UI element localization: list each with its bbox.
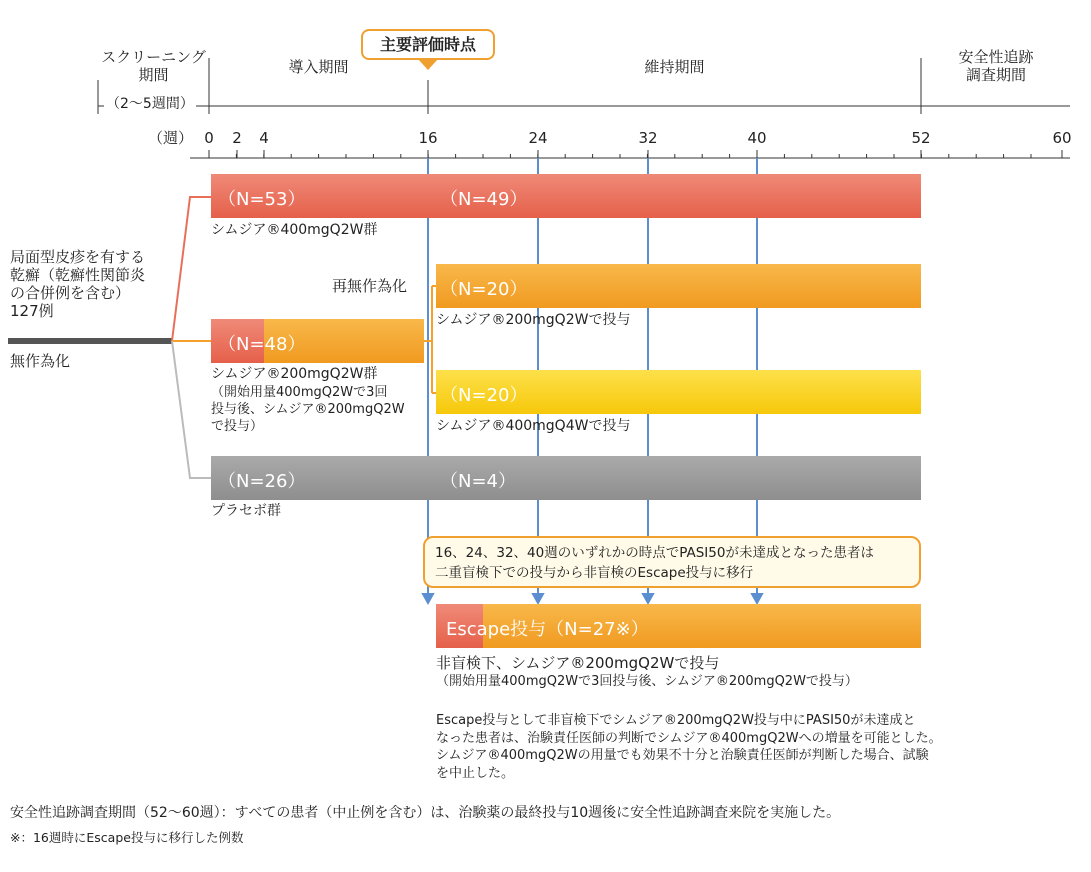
minor-ticks: [209, 154, 1031, 158]
tick-label: 60: [1052, 129, 1072, 147]
branch-line-placebo: [172, 341, 211, 478]
arm-400q2w-label: シムジア®400mgQ2W群: [211, 222, 378, 238]
rerandomize-label: 再無作為化: [332, 277, 408, 295]
phase-screening: スクリーニング 期間: [101, 48, 206, 84]
tick-marks: [209, 150, 1062, 158]
randomize-label: 無作為化: [10, 352, 71, 370]
phase-induction: 導入期間: [288, 58, 349, 76]
tick-label: 52: [911, 129, 931, 147]
branch-line-400: [172, 197, 211, 341]
footer-note: 安全性追跡調査期間（52〜60週）：すべての患者（中止例を含む）は、治験薬の最終投与10週後に安全性追跡調査来院を実施した。: [10, 805, 841, 821]
tick-label: 40: [747, 129, 767, 147]
tick-label: 2: [232, 129, 242, 147]
phase-safety-followup: 安全性追跡 調査期間: [958, 48, 1034, 84]
maint-200q2w-n: （N=20）: [440, 279, 528, 300]
escape-criteria-callout: 16、24、32、40週のいずれかの時点でPASI50が未達成となった患者は 二重盲検下での投与から非盲検のEscape投与に移行: [423, 536, 921, 588]
week-unit: （週）: [148, 129, 194, 147]
escape-bar-label: Escape投与（N=27※）: [446, 619, 649, 640]
rerandomize-connector: [424, 286, 436, 393]
escape-desc-sub: （開始用量400mgQ2Wで3回投与後、シムジア®200mgQ2Wで投与）: [436, 674, 858, 689]
placebo-label: プラセボ群: [211, 503, 281, 519]
escape-desc: 非盲検下、シムジア®200mgQ2Wで投与: [436, 654, 720, 672]
placebo-n-induction: （N=26）: [218, 471, 306, 492]
maint-400q4w-label: シムジア®400mgQ4Wで投与: [436, 418, 631, 434]
tick-label: 32: [638, 129, 658, 147]
arm-200q2w-sublabel: （開始用量400mgQ2Wで3回 投与後、シムジア®200mgQ2W で投与）: [211, 385, 405, 434]
population-description: 局面型皮疹を有する 乾癬（乾癬性関節炎 の合併例を含む） 127例: [10, 248, 146, 320]
key-evaluation-point: 主要評価時点: [361, 29, 495, 60]
placebo-n-maintenance: （N=4）: [440, 471, 516, 492]
arm-400q2w-bar: [211, 174, 921, 218]
arm-200q2w-n: （N=48）: [218, 334, 306, 355]
arm-400q2w-n-maintenance: （N=49）: [440, 189, 528, 210]
arm-400q2w-n-induction: （N=53）: [218, 189, 306, 210]
screening-range: （2〜5週間）: [106, 96, 194, 112]
tick-label: 4: [259, 129, 269, 147]
phase-maintenance: 維持期間: [644, 58, 705, 76]
footnote: ※：16週時にEscape投与に移行した例数: [10, 830, 244, 845]
key-point-arrow: [418, 59, 438, 71]
maint-200q2w-label: シムジア®200mgQ2Wで投与: [436, 312, 631, 328]
placebo-bar: [211, 456, 921, 500]
tick-label: 24: [528, 129, 548, 147]
escape-note: Escape投与として非盲検下でシムジア®200mgQ2W投与中にPASI50が未達成と なった患者は、治験責任医師の判断でシムジア®400mgQ2Wへの増量を可能とした。 シムジア®400mgQ2Wの用量でも効果不十分と治験責任医師が判断した場合、試験 を中止した。: [436, 713, 942, 781]
maint-400q4w-n: （N=20）: [440, 385, 528, 406]
arm-200q2w-label: シムジア®200mgQ2W群: [211, 366, 378, 382]
tick-label: 0: [204, 129, 214, 147]
tick-label: 16: [418, 129, 438, 147]
